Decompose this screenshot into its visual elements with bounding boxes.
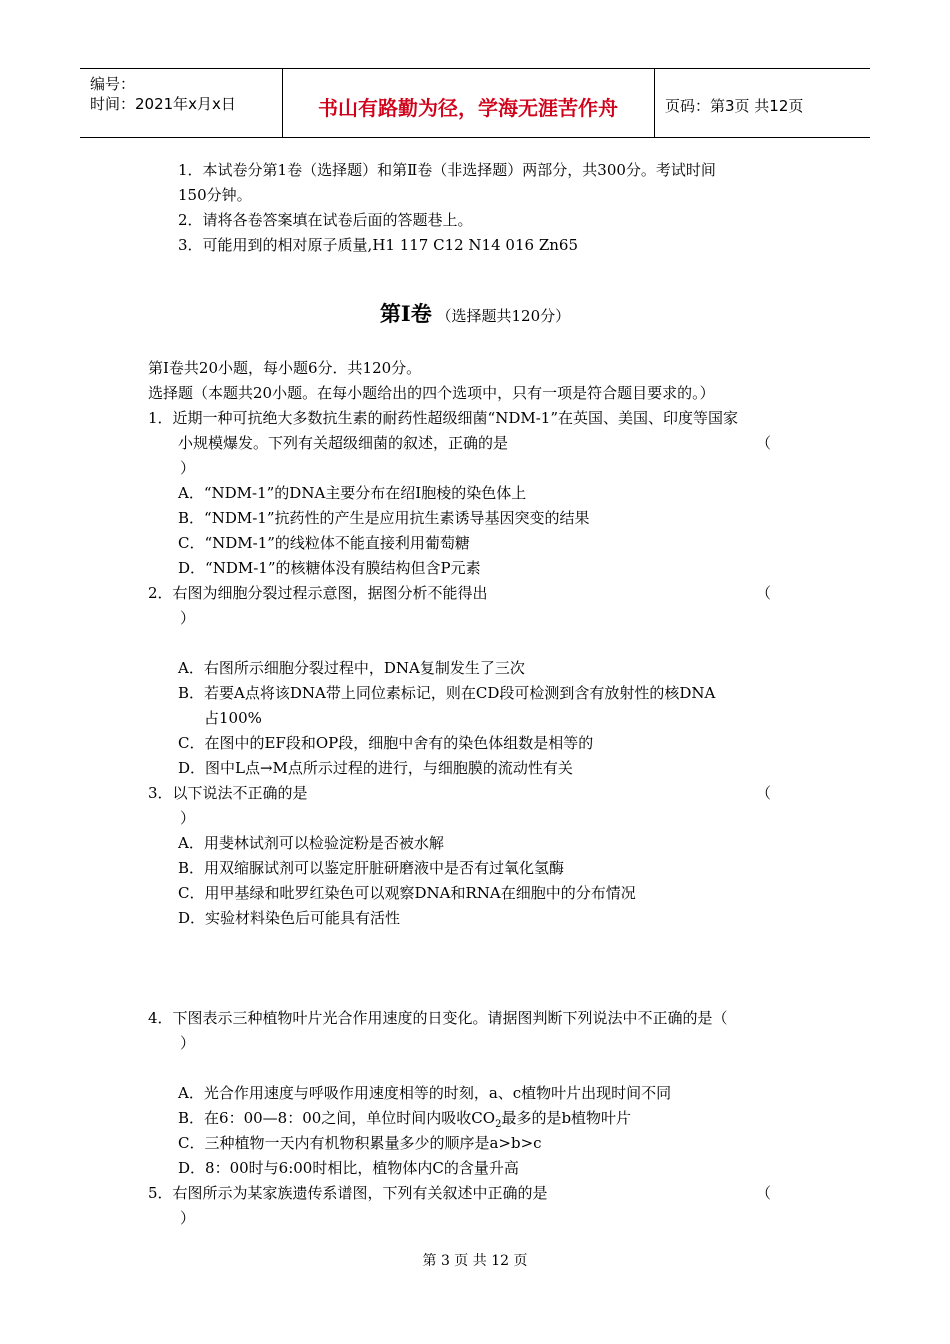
- page-info: 页码：第3页 共12页: [665, 97, 804, 115]
- q2-option-d: D．图中L点→M点所示过程的进行，与细胞膜的流动性有关: [178, 759, 573, 777]
- q4-option-b-text-end: 最多的是b植物叶片: [501, 1109, 632, 1127]
- header-page-cell: [655, 69, 870, 137]
- instruction-line: 150分钟。: [178, 186, 252, 204]
- q1-answer-open: （: [756, 434, 772, 452]
- q3-answer-open: （: [756, 784, 772, 802]
- q1-option-a: A．“NDM-1”的DNA主要分布在绍I胞棱的染色体上: [178, 484, 527, 502]
- header-meta-cell: [80, 69, 283, 137]
- section-title: [0, 298, 950, 328]
- q1-option-b: B．“NDM-1”抗药性的产生是应用抗生素诱导基因突变的结果: [178, 509, 590, 527]
- section-intro-line: 第Ⅰ卷共20小题，每小题6分．共120分。: [148, 359, 422, 377]
- q3-option-d: D．实验材料染色后可能具有活性: [178, 909, 401, 927]
- q4-stem: 4．下图表示三种植物叶片光合作用速度的日变化。请据图判断下列说法中不正确的是（: [148, 1009, 728, 1027]
- q1-option-d: D．“NDM-1”的核糖体没有膜结构但含P元素: [178, 559, 481, 577]
- q2-answer-open: （: [756, 584, 772, 602]
- q2-stem: 2．右图为细胞分裂过程示意图，据图分析不能得出: [148, 584, 488, 602]
- q4-option-b-subscript: 2: [495, 1119, 502, 1130]
- instruction-line: 1．本试卷分第1卷（选择题）和第Ⅱ卷（非选择题）两部分，共300分。考试时间: [178, 161, 716, 179]
- section-title-main: 第Ⅰ卷: [379, 301, 432, 326]
- instruction-line: 2．请将各卷答案填在试卷后面的答题巷上。: [178, 211, 473, 229]
- q2-option-b: B．若要A点将该DNA带上同位素标记，则在CD段可检测到含有放射性的核DNA: [178, 684, 716, 702]
- q3-option-b: B．用双缩脲试剂可以鉴定肝脏研磨液中是否有过氧化氢酶: [178, 859, 565, 877]
- q4-option-c: C．三种植物一天内有机物积累量多少的顺序是a>b>c: [178, 1134, 542, 1152]
- motto: 书山有路勤为径，学海无涯苦作舟: [318, 96, 618, 120]
- q3-option-a: A．用斐林试剂可以检验淀粉是否被水解: [178, 834, 444, 852]
- section-intro-line: 选择题（本题共20小题。在每小题给出的四个选项中，只有一项是符合题目要求的。）: [148, 384, 715, 402]
- q2-option-a: A．右图所示细胞分裂过程中，DNA复制发生了三次: [178, 659, 525, 677]
- time-label: 时间：2021年x月x日: [90, 95, 236, 113]
- page-footer: 第 3 页 共 12 页: [422, 1253, 528, 1269]
- page-header: [80, 68, 870, 138]
- q5-answer-open: （: [756, 1184, 772, 1202]
- q1-stem-cont: 小规模爆发。下列有关超级细菌的叙述，正确的是: [178, 434, 509, 452]
- q4-option-d: D．8：00时与6:00时相比，植物体内C的含量升高: [178, 1159, 519, 1177]
- q3-answer-close: ）: [180, 809, 196, 827]
- q3-stem: 3．以下说法不正确的是: [148, 784, 308, 802]
- q4-option-a: A．光合作用速度与呼吸作用速度相等的时刻，a、c植物叶片出现时间不同: [178, 1084, 672, 1102]
- q2-answer-close: ）: [180, 609, 196, 627]
- q2-option-b-cont: 占100%: [204, 709, 262, 727]
- q5-answer-close: ）: [180, 1209, 196, 1227]
- q2-option-c: C．在图中的EF段和OP段，细胞中舍有的染色体组数是相等的: [178, 734, 594, 752]
- instruction-line: 3．可能用到的相对原子质量,H1 117 C12 N14 016 Zn65: [178, 236, 578, 254]
- q4-option-b: [178, 1108, 631, 1135]
- q1-answer-close: ）: [180, 459, 196, 477]
- q4-option-b-text: B．在6：00—8：00之间，单位时间内吸收CO: [178, 1109, 496, 1127]
- q3-option-c: C．用甲基绿和吡罗红染色可以观察DNA和RNA在细胞中的分布情况: [178, 884, 636, 902]
- q5-stem: 5．右图所示为某家族遗传系谱图，下列有关叙述中正确的是: [148, 1184, 548, 1202]
- number-label: 编号：: [90, 75, 136, 93]
- q4-answer-close: ）: [180, 1034, 196, 1052]
- q1-option-c: C．“NDM-1”的线粒体不能直接利用葡萄糖: [178, 534, 470, 552]
- section-title-sub: （选择题共120分）: [436, 307, 571, 325]
- header-motto-cell: [282, 69, 655, 137]
- q1-stem: 1．近期一种可抗绝大多数抗生素的耐药性超级细菌“NDM-1”在英国、美国、印度等国家: [148, 409, 739, 427]
